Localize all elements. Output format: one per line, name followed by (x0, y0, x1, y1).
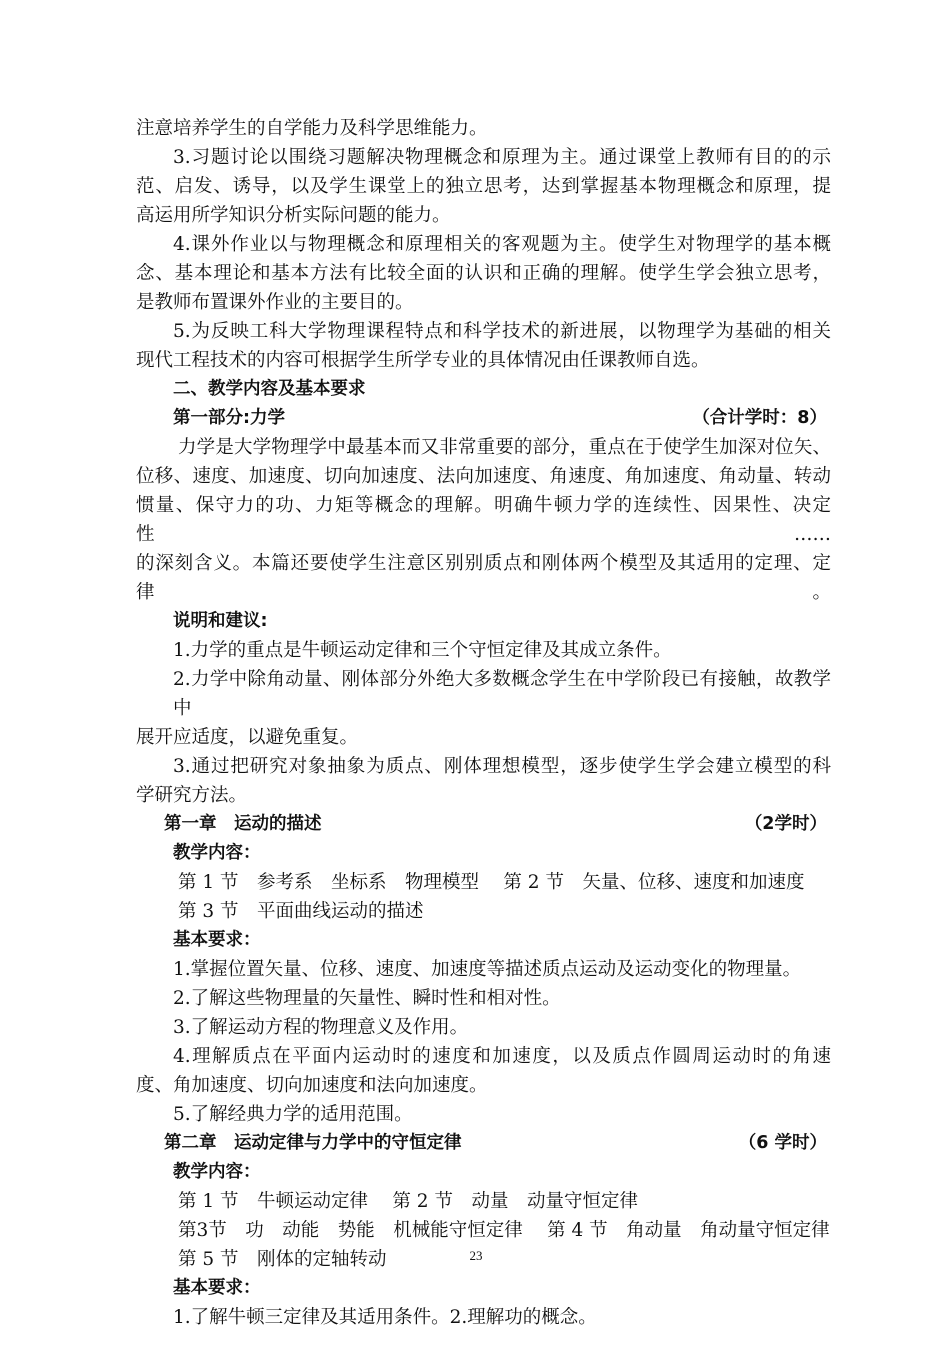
paragraph-line: 高运用所学知识分析实际问题的能力。 (136, 205, 451, 226)
note-item-3: 3.通过把研究对象抽象为质点、刚体理想模型，逐步使学生学会建立模型的科 (173, 756, 831, 777)
part-hours: （合计学时：8） (692, 408, 827, 428)
section-list-line: 第 1 节 牛顿运动定律 第 2 节 动量 动量守恒定律 (178, 1191, 638, 1212)
requirements-heading: 基本要求： (173, 930, 261, 950)
chapter-1-title: 第一章 运动的描述 (164, 814, 322, 834)
page-number: 23 (469, 1248, 483, 1263)
list-item-4: 4.课外作业以与物理概念和原理相关的客观题为主。使学生对物理学的基本概 (173, 234, 831, 255)
note-item-1: 1.力学的重点是牛顿运动定律和三个守恒定律及其成立条件。 (173, 640, 672, 661)
teaching-content-heading: 教学内容： (173, 1162, 261, 1182)
paragraph-line: 位移、速度、加速度、切向加速度、法向加速度、角速度、角加速度、角动量、转动 (136, 466, 831, 487)
part-heading-row (136, 404, 831, 433)
chapter-1-hours: （2学时） (744, 814, 827, 834)
notes-heading: 说明和建议: (173, 611, 268, 631)
requirements-heading: 基本要求： (173, 1278, 261, 1298)
requirement-item-3: 3.了解运动方程的物理意义及作用。 (173, 1017, 469, 1038)
chapter-1-heading-row (136, 810, 831, 839)
paragraph-line: 是教师布置课外作业的主要目的。 (136, 292, 414, 313)
section-list-line: 第 5 节 刚体的定轴转动 (178, 1249, 387, 1270)
requirement-item-1: 1.了解牛顿三定律及其适用条件。2.理解功的概念。 (173, 1307, 597, 1328)
chapter-2-hours: （6 学时） (738, 1133, 827, 1153)
paragraph-line: 念、基本理论和基本方法有比较全面的认识和正确的理解。使学生学会独立思考， (136, 263, 831, 284)
requirement-item-1: 1.掌握位置矢量、位移、速度、加速度等描述质点运动及运动变化的物理量。 (173, 959, 802, 980)
paragraph-line: 力学是大学物理学中最基本而又非常重要的部分，重点在于使学生加深对位矢、 (178, 437, 831, 458)
chapter-2-heading-row (136, 1129, 831, 1158)
section-list-line: 第 1 节 参考系 坐标系 物理模型 第 2 节 矢量、位移、速度和加速度 (178, 872, 805, 893)
paragraph-line: 学研究方法。 (136, 785, 248, 806)
paragraph-line: 范、启发、诱导，以及学生课堂上的独立思考，达到掌握基本物理概念和原理，提 (136, 176, 831, 197)
note-item-2: 2.力学中除角动量、刚体部分外绝大多数概念学生在中学阶段已有接触，故教学中 (173, 669, 831, 719)
teaching-content-heading: 教学内容： (173, 843, 261, 863)
part-title: 第一部分:力学 (173, 408, 285, 428)
list-item-5: 5.为反映工科大学物理课程特点和科学技术的新进展，以物理学为基础的相关 (173, 321, 831, 342)
paragraph-line: 注意培养学生的自学能力及科学思维能力。 (136, 118, 488, 139)
page-body (136, 114, 831, 1332)
paragraph-line: 度、角加速度、切向加速度和法向加速度。 (136, 1075, 488, 1096)
section-heading: 二、教学内容及基本要求 (173, 379, 366, 399)
paragraph-line: 展开应适度，以避免重复。 (136, 727, 359, 748)
chapter-2-title: 第二章 运动定律与力学中的守恒定律 (164, 1133, 462, 1153)
section-list-line: 第 3 节 平面曲线运动的描述 (178, 901, 424, 922)
requirement-item-5: 5.了解经典力学的适用范围。 (173, 1104, 413, 1125)
requirement-item-4: 4.理解质点在平面内运动时的速度和加速度，以及质点作圆周运动时的角速 (173, 1046, 831, 1067)
list-item-3: 3.习题讨论以围绕习题解决物理概念和原理为主。通过课堂上教师有目的的示 (173, 147, 831, 168)
paragraph-line: 现代工程技术的内容可根据学生所学专业的具体情况由任课教师自选。 (136, 350, 710, 371)
paragraph-line: 的深刻含义。本篇还要使学生注意区别别质点和刚体两个模型及其适用的定理、定律。 (136, 553, 831, 603)
requirement-item-2: 2.了解这些物理量的矢量性、瞬时性和相对性。 (173, 988, 561, 1009)
paragraph-line: 惯量、保守力的功、力矩等概念的理解。明确牛顿力学的连续性、因果性、决定性…… (136, 495, 831, 545)
section-list-line: 第3节 功 动能 势能 机械能守恒定律 第 4 节 角动量 角动量守恒定律 (178, 1220, 830, 1241)
